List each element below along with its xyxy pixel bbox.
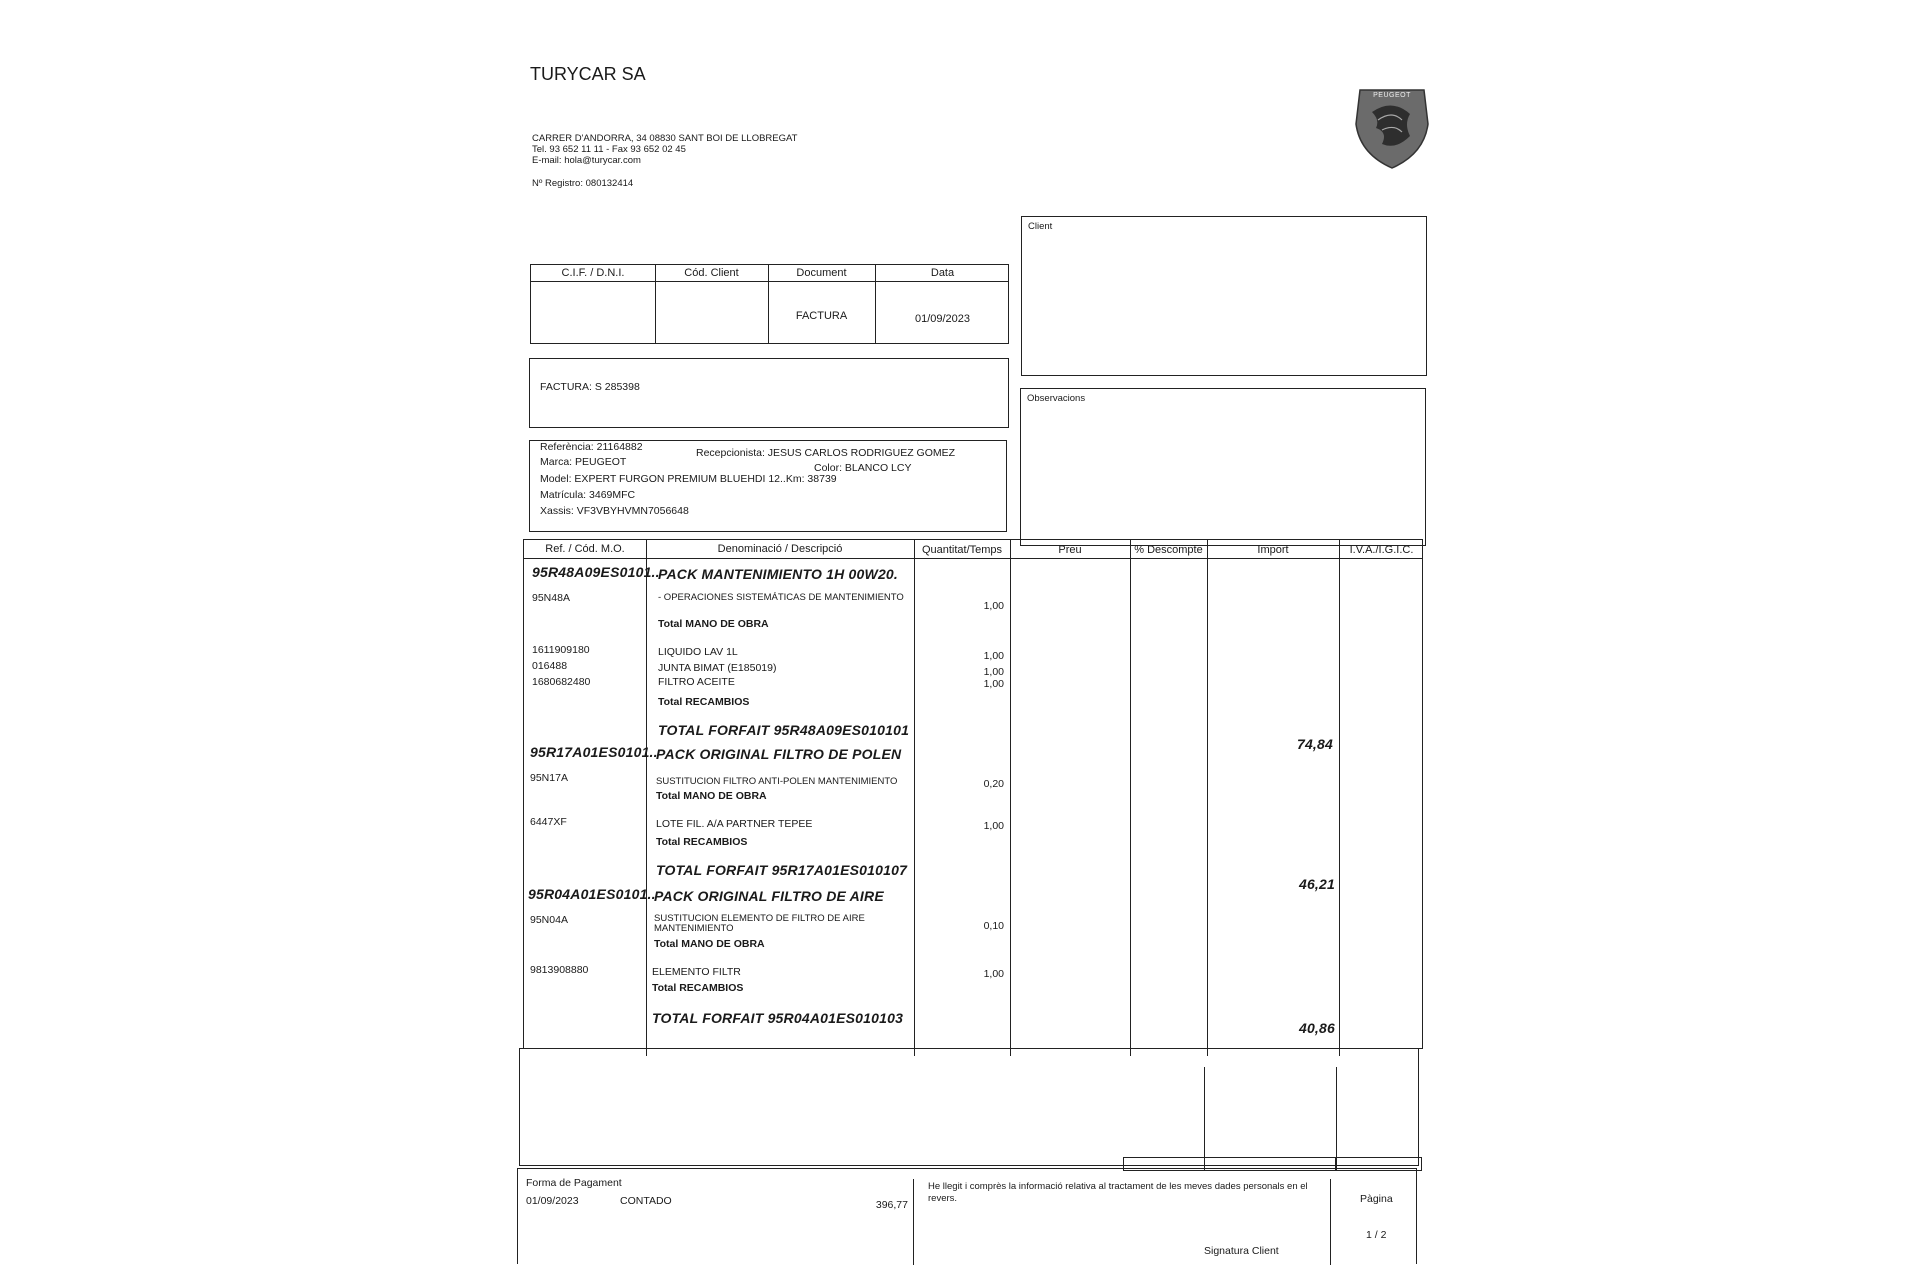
- table-row: [524, 862, 1422, 892]
- row-desc: Total RECAMBIOS: [652, 982, 744, 994]
- table-row: [524, 696, 1422, 712]
- row-ref: 6447XF: [530, 816, 567, 828]
- invoice-number: FACTURA: S 285398: [540, 381, 640, 393]
- row-desc: SUSTITUCION FILTRO ANTI-POLEN MANTENIMIENTO: [656, 776, 898, 787]
- row-qty: 1,00: [983, 650, 1004, 662]
- row-desc: Total MANO DE OBRA: [654, 938, 765, 950]
- table-row: [524, 790, 1422, 806]
- company-registry: Nº Registro: 080132414: [532, 178, 634, 189]
- row-desc: FILTRO ACEITE: [658, 676, 735, 688]
- table-row: [524, 772, 1422, 788]
- row-qty: 1,00: [983, 820, 1004, 832]
- row-desc: SUSTITUCION ELEMENTO DE FILTRO DE AIRE MANTENIMIENTO: [654, 913, 865, 934]
- payment-label: Forma de Pagament: [526, 1177, 622, 1189]
- header-document: Document: [796, 267, 847, 279]
- header-cod-client: Cód. Client: [684, 267, 739, 279]
- header-data: Data: [930, 267, 955, 279]
- table-row: [524, 744, 1422, 762]
- vehicle-xassis: Xassis: VF3VBYHVMN7056648: [540, 505, 689, 517]
- row-qty: 0,20: [983, 778, 1004, 790]
- row-ref: 016488: [532, 660, 568, 672]
- col-header-ref: Ref. / Cód. M.O.: [545, 543, 625, 555]
- table-row: [524, 816, 1422, 832]
- signature-label: Signatura Client: [1204, 1245, 1279, 1257]
- vehicle-model: Model: EXPERT FURGON PREMIUM BLUEHDI 12..Km: 38739: [540, 473, 837, 485]
- table-row: [524, 982, 1422, 998]
- company-name: TURYCAR SA: [530, 64, 646, 84]
- row-desc: ELEMENTO FILTR: [652, 966, 741, 978]
- row-desc: TOTAL FORFAIT 95R17A01ES010107: [656, 862, 908, 878]
- page-value: 1 / 2: [1366, 1229, 1387, 1241]
- client-label: Client: [1028, 221, 1053, 232]
- header-cif: C.I.F. / D.N.I.: [561, 267, 625, 279]
- table-row: [524, 676, 1422, 692]
- row-import: 40,86: [1298, 1020, 1335, 1036]
- table-row: [524, 1010, 1422, 1036]
- col-header-quantity: Quantitat/Temps: [921, 544, 1003, 556]
- table-row: [524, 836, 1422, 852]
- client-box: [1021, 216, 1427, 376]
- row-ref: 1680682480: [532, 676, 591, 688]
- row-ref: 95N04A: [530, 914, 568, 926]
- peugeot-logo: [1352, 84, 1432, 170]
- value-document: FACTURA: [795, 310, 848, 322]
- vehicle-marca: Marca: PEUGEOT: [540, 456, 627, 468]
- observations-label: Observacions: [1027, 393, 1086, 404]
- company-phone: Tel. 93 652 11 11 - Fax 93 652 02 45: [532, 144, 686, 155]
- row-desc: TOTAL FORFAIT 95R48A09ES010101: [658, 722, 910, 738]
- row-desc: PACK MANTENIMIENTO 1H 00W20.: [658, 566, 899, 582]
- row-desc: LIQUIDO LAV 1L: [658, 646, 738, 658]
- table-row: [524, 660, 1422, 676]
- table-row: [524, 644, 1422, 660]
- row-ref: 95N48A: [532, 592, 570, 604]
- table-row: [524, 886, 1422, 904]
- row-ref: 95R17A01ES0101..: [530, 744, 658, 760]
- company-address: CARRER D'ANDORRA, 34 08830 SANT BOI DE LLOBREGAT: [532, 133, 798, 144]
- row-ref: 9813908880: [530, 964, 589, 976]
- col-header-price: Preu: [1058, 544, 1082, 556]
- payment-method: CONTADO: [620, 1195, 672, 1207]
- logo-text: PEUGEOT: [1373, 92, 1411, 99]
- row-desc: Total RECAMBIOS: [656, 836, 748, 848]
- col-header-import: Import: [1257, 544, 1289, 556]
- row-ref: 95R04A01ES0101..: [528, 886, 656, 902]
- vehicle-box: [529, 440, 1007, 532]
- row-desc: Total MANO DE OBRA: [656, 790, 767, 802]
- table-row: [524, 564, 1422, 582]
- row-qty: 0,10: [983, 920, 1004, 932]
- col-header-discount: % Descompte: [1134, 544, 1203, 556]
- totals-area: [519, 1048, 1419, 1166]
- invoice-box: [529, 358, 1009, 428]
- row-import: 46,21: [1298, 876, 1335, 892]
- col-header-iva: I.V.A./I.G.I.C.: [1349, 544, 1414, 556]
- vehicle-matricula: Matrícula: 3469MFC: [540, 489, 636, 501]
- vehicle-color: Color: BLANCO LCY: [814, 462, 912, 474]
- page-label: Pàgina: [1360, 1193, 1393, 1205]
- table-row: [524, 914, 1422, 936]
- row-import: 74,84: [1296, 736, 1333, 752]
- row-ref: 1611909180: [532, 644, 590, 656]
- row-desc: PACK ORIGINAL FILTRO DE POLEN: [656, 746, 902, 762]
- vehicle-referencia: Referència: 21164882: [540, 441, 643, 453]
- table-row: [524, 964, 1422, 980]
- company-email: E-mail: hola@turycar.com: [532, 155, 641, 166]
- table-row: [524, 618, 1422, 634]
- row-desc: LOTE FIL. A/A PARTNER TEPEE: [656, 818, 813, 830]
- table-row: [524, 592, 1422, 618]
- observations-box: [1020, 388, 1426, 546]
- row-desc: - OPERACIONES SISTEMÁTICAS DE MANTENIMIENTO: [658, 592, 904, 603]
- row-desc: PACK ORIGINAL FILTRO DE AIRE: [654, 888, 884, 904]
- row-desc: Total MANO DE OBRA: [658, 618, 769, 630]
- table-row: [524, 938, 1422, 954]
- value-date: 01/09/2023: [914, 313, 971, 325]
- row-qty: 1,00: [983, 968, 1004, 980]
- row-qty: 1,00: [983, 666, 1004, 678]
- items-table: [523, 539, 1423, 1049]
- document-table: [530, 264, 1009, 344]
- row-qty: 1,00: [983, 600, 1004, 612]
- row-desc: Total RECAMBIOS: [658, 696, 750, 708]
- payment-date: 01/09/2023: [526, 1195, 579, 1207]
- row-ref: 95R48A09ES0101..: [532, 564, 660, 580]
- row-qty: 1,00: [983, 678, 1004, 690]
- payment-amount: 396,77: [875, 1199, 908, 1211]
- footer-box: [517, 1168, 1417, 1264]
- row-desc: JUNTA BIMAT (E185019): [658, 662, 777, 674]
- col-header-description: Denominació / Descripció: [717, 543, 843, 555]
- vehicle-recepcionista: Recepcionista: JESUS CARLOS RODRIGUEZ GOMEZ: [696, 447, 956, 459]
- row-ref: 95N17A: [530, 772, 568, 784]
- row-desc: TOTAL FORFAIT 95R04A01ES010103: [652, 1010, 904, 1026]
- privacy-text: He llegit i comprès la informació relativa al tractament de les meves dades personals en el revers.: [928, 1181, 1308, 1204]
